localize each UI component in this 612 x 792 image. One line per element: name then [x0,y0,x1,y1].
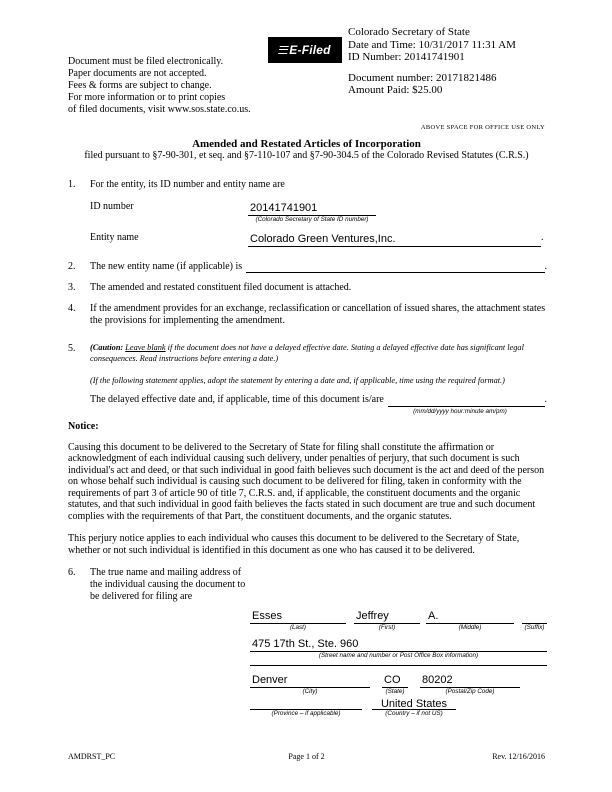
entity-name-row [68,232,547,247]
city-state-zip-row [250,673,547,688]
form-item-6 [68,567,547,718]
zip-caption: (Postal/Zip Code) [445,688,495,695]
country-field: United States [372,697,456,710]
suffix-field [522,609,547,624]
delayed-date-field [388,394,545,407]
province-field [250,697,362,710]
efiled-stamp [268,37,342,63]
item-number: 2. [68,261,76,272]
id-number-row [68,201,547,216]
entity-name-label: Entity name [90,232,139,243]
office-header-line: Amount Paid: $25.00 [348,84,443,96]
form-item-1 [68,179,547,191]
revision-date: Rev. 12/16/2016 [492,752,545,761]
state-caption: (State) [385,688,405,695]
name-captions-row [250,624,547,632]
line-period: . [544,393,547,405]
middle-name-caption: (Middle) [458,624,482,631]
document-title: Amended and Restated Articles of Incorporation [192,138,421,150]
instruction-line: Document must be filed electronically. [68,56,224,67]
page-footer [68,752,545,761]
delayed-date-statement: The delayed effective date and, if applicable, time of this document is/are [90,393,384,405]
efiled-label: E-Filed [289,43,331,57]
street-address-line-2-field [250,660,547,666]
street-caption: (Street name and number or Post Office Box information) [318,652,479,659]
entity-name-field: Colorado Green Ventures,Inc. [248,232,541,247]
form-item-3 [68,282,547,294]
id-number-label: ID number [90,201,134,212]
filing-instructions [68,56,251,116]
state-field: CO [382,673,408,688]
first-name-field: Jeffrey [354,609,420,624]
street-address-field: 475 17th St., Ste. 960 [250,637,547,652]
country-captions-row [250,710,547,718]
date-format-caption: (mm/dd/yyyy hour:minute am/pm) [413,407,507,415]
address-fields [250,567,547,718]
form-body [68,179,547,718]
city-caption: (City) [302,688,318,695]
province-caption: (Province – if applicable) [271,710,341,717]
item-number: 5. [68,343,76,354]
first-name-caption: (First) [378,624,396,631]
suffix-caption: (Suffix) [524,624,545,631]
item-number: 4. [68,303,76,314]
delayed-date-row [68,394,547,407]
id-number-field: 20141741901 [248,201,376,216]
notice-heading: Notice: [68,420,99,432]
city-field: Denver [250,673,370,688]
item-3-text: The amended and restated constituent filed document is attached. [90,282,352,293]
middle-name-field: A. [426,609,514,624]
instruction-line: Paper documents are not accepted. [68,68,207,79]
caution-lead: (Caution: [90,343,124,352]
line-period: . [541,232,544,243]
office-use-note: ABOVE SPACE FOR OFFICE USE ONLY [420,124,545,131]
form-item-2 [68,261,547,273]
country-caption: (Country – if not US) [385,710,443,717]
instruction-line: Fees & forms are subject to change. [68,80,212,91]
item-5-caution [90,343,547,364]
new-entity-name-field [246,261,544,273]
item-1-text: For the entity, its ID number and entity name are [90,179,285,190]
notice-paragraph-1: Causing this document to be delivered to the Secretary of State for filing shall constitute the affirmation or acknowledgment of each individual causing such delivery, under penalties of perjury, that such document is such individual's act and deed, or that such individual in good faith believes such document is the act and deed of the person on whose behalf such individual is causing such document to be delivered for filing, taken in conformity with the requirements of part 3 of article 90 of title 7, C.R.S. and, if applicable, the constituent documents and the organic statutes, and that such individual in good faith believes the facts stated in such document are true and such document complies with the requirements of that Part, the constituent documents, and the organic statutes. [68,441,545,522]
form-item-5 [68,343,547,364]
item-4-text: If the amendment provides for an exchange, reclassification or cancellation of issued shares, the attachment states the provisions for implementing the amendment. [90,303,546,326]
item-5-sub-instruction: (If the following statement applies, adopt the statement by entering a date and, if applicable, time using the required format.) [90,376,505,385]
form-item-4 [68,303,547,327]
id-number-caption: (Colorado Secretary of State ID number) [255,216,369,223]
office-header-line: Document number: 20171821486 [348,71,497,84]
province-country-row [250,697,547,710]
form-code: AMDRST_PC [68,752,116,761]
item-number: 3. [68,282,76,293]
street-row [250,637,547,652]
office-header-line: ID Number: 20141741901 [348,51,465,63]
office-filing-header [348,26,516,97]
item-2-text: The new entity name (if applicable) is [90,261,243,272]
item-number: 6. [68,567,76,578]
last-name-caption: (Last) [289,624,307,631]
city-captions-row [250,688,547,696]
office-header-line: Date and Time: 10/31/2017 11:31 AM [348,38,516,51]
name-row [250,609,547,624]
last-name-field: Esses [250,609,346,624]
office-header-line: Colorado Secretary of State [348,26,470,38]
notice-paragraph-2: This perjury notice applies to each individual who causes this document to be delivered to the Secretary of State, whether or not such individual is identified in this document as one who has caused it to be delivered. [68,533,520,556]
caution-leave-blank: Leave blank [125,343,166,352]
instruction-line: of filed documents, visit www.sos.state.co.us. [68,104,251,115]
speed-lines-icon [278,46,289,54]
zip-field: 80202 [420,673,520,688]
instruction-line: For more information or to print copies [68,92,226,103]
item-number: 1. [68,179,76,190]
caution-rest: if the document does not have a delayed effective date. Stating a delayed effective date has significant legal consequences. Read instructions before entering a date.) [90,343,524,363]
document-subtitle: filed pursuant to §7-90-301, et seq. and §7-110-107 and §7-90-304.5 of the Colorado Revised Statutes (C.R.S.) [84,150,529,161]
item-6-text: The true name and mailing address of the individual causing the document to be delivered for filing are [90,567,246,602]
page-number: Page 1 of 2 [288,752,325,761]
line-period: . [544,261,547,272]
